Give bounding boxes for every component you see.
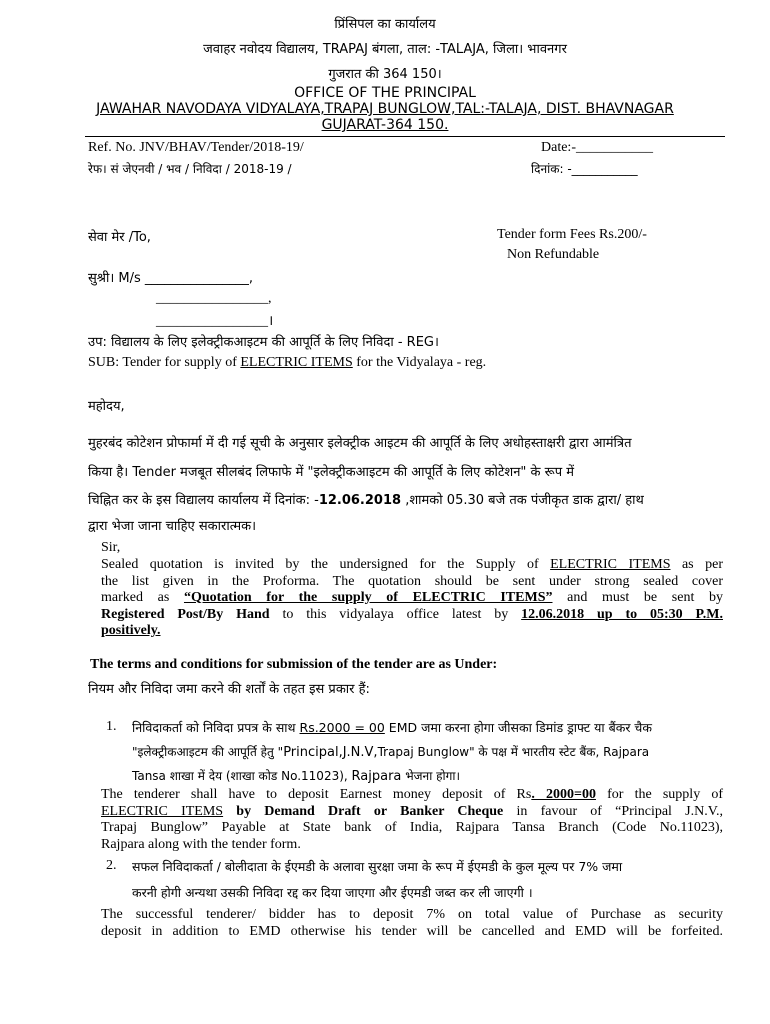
english-body-line-5: positively. [101,623,161,638]
header-office-title: OFFICE OF THE PRINCIPAL [294,85,476,101]
salutation-hindi: महोदय, [88,399,125,414]
term-2-english-line-1: The successful tenderer/ bidder has to deposit 7% on total value of Purchase as security [101,907,723,922]
hindi-body-line-1: मुहरबंद कोटेशन प्रोफार्मा में दी गई सूची के अनुसार इलेक्ट्रीक आइटम की आपूर्ति के लिए अधोहस्ताक्षरी द्वारा आमंत्रित [88,436,632,451]
date-field: Date:-___________ [541,140,653,155]
non-refundable-note: Non Refundable [507,247,600,262]
term-1-number: 1. [106,719,117,734]
term-1-english [101,787,723,853]
term-2-number: 2. [106,858,117,873]
term-2-english [101,907,723,940]
subject-hindi: उप: विद्यालय के लिए इलेक्ट्रीकआइटम की आपूर्ति के लिए निविदा - REG। [88,335,439,350]
hindi-body-date: 12.06.2018 [318,493,402,508]
term-1-english-line-1: The tenderer shall have to deposit Earnest money deposit of Rs. 2000=00 for the supply of [101,787,724,802]
term-2-hindi-line-2: करनी होगी अन्यथा उसकी निविदा रद्द कर दिया जाएगा और ईएमडी जब्त कर ली जाएगी । [132,885,533,900]
english-body-paragraph [101,557,723,640]
date-field-hindi: दिनांक: -___________ [531,162,638,176]
english-salutation: Sir, [101,540,121,555]
term-1-english-line-2: ELECTRIC ITEMS by Demand Draft or Banker Cheque in favour of “Principal J.N.V., [101,803,724,819]
reference-number: Ref. No. JNV/BHAV/Tender/2018-19/ [88,140,304,155]
subject-item: ELECTRIC ITEMS [240,355,353,370]
hindi-body-line-4: द्वारा भेजा जाना चाहिए सकारात्मक। [88,519,257,534]
terms-heading-hindi: नियम और निविदा जमा करने की शर्तों के तहत इस प्रकार हैं: [88,682,370,697]
english-body-line-3: marked as “Quotation for the supply of ELECTRIC ITEMS” and must be sent by [101,590,723,605]
tender-fee: Tender form Fees Rs.200/- [497,227,647,242]
reference-number-hindi: रेफ। सं जेएनवी / भव / निविदा / 2018-19 / [88,162,292,176]
header-hindi-state: गुजरात की 364 150। [328,67,442,82]
addressee-ms-line: सुश्री। M/s ________________, [88,271,254,286]
term-2-english-line-2: deposit in addition to EMD otherwise his tender will be cancelled and EMD will be forfeited. [101,923,723,939]
term-1-english-line-4: Rajpara along with the tender form. [101,836,301,852]
header-hindi-office: प्रिंसिपल का कार्यालय [334,17,436,32]
term-1-hindi-line-3: Tansa शाखा में देय (शाखा कोड No.11023), Rajpara भेजना होगा। [132,769,461,784]
hindi-body-line-3: चिह्नित कर के इस विद्यालय कार्यालय में दिनांक: -12.06.2018 ,शामको 05.30 बजे तक पंजीकृत डाक द्वारा/ हाथ [88,493,644,508]
subject-english: SUB: Tender for supply of ELECTRIC ITEMS for the Vidyalaya - reg. [88,355,487,370]
english-body-line-1: Sealed quotation is invited by the undersigned for the Supply of ELECTRIC ITEMS as per [101,557,724,572]
terms-heading: The terms and conditions for submission of the tender are as Under: [90,657,498,672]
english-body-line-2: the list given in the Proforma. The quotation should be sent under strong sealed cover [101,573,723,589]
english-body-line-4: Registered Post/By Hand to this vidyalaya office latest by 12.06.2018 up to 05:30 P.M. [101,606,723,622]
term-2-hindi-line-1: सफल निविदाकर्ता / बोलीदाता के ईएमडी के अलावा सुरक्षा जमा के रूप में ईएमडी के कुल मूल्य पर 7% जमा [132,859,623,874]
term-1-english-line-3: Trapaj Bunglow” Payable at State bank of India, Rajpara Tansa Branch (Code No.11023), [101,820,723,835]
header-hindi-school: जवाहर नवोदय विद्यालय, TRAPAJ बंगला, ताल: -TALAJA, जिला। भावनगर [203,42,567,57]
term-1-hindi-line-2: "इलेक्ट्रीकआइटम की आपूर्ति हेतु "Principal,J.N.V,Trapaj Bunglow" के पक्ष में भारतीय स्टेट बैंक, Rajpara [132,745,650,760]
header-state-pin: GUJARAT-364 150. [321,117,449,133]
header-divider [85,136,725,137]
header-school-address: JAWAHAR NAVODAYA VIDYALAYA,TRAPAJ BUNGLOW,TAL:-TALAJA, DIST. BHAVNAGAR [96,101,674,117]
addressee-blank-line-3: ________________। [156,314,274,329]
term-1-hindi-line-1: निविदाकर्ता को निविदा प्रपत्र के साथ Rs.2000 = 00 EMD जमा करना होगा जीसका डिमांड ड्राफ्ट या बैंकर चैक [132,720,652,735]
hindi-body-line-2: किया है। Tender मजबूत सीलबंद लिफाफे में "इलेक्ट्रीकआइटम की आपूर्ति के लिए कोटेशन" के रूप में [88,465,575,480]
addressee-to: सेवा मेर /To, [88,230,151,245]
addressee-blank-line-2: ________________, [156,291,272,306]
